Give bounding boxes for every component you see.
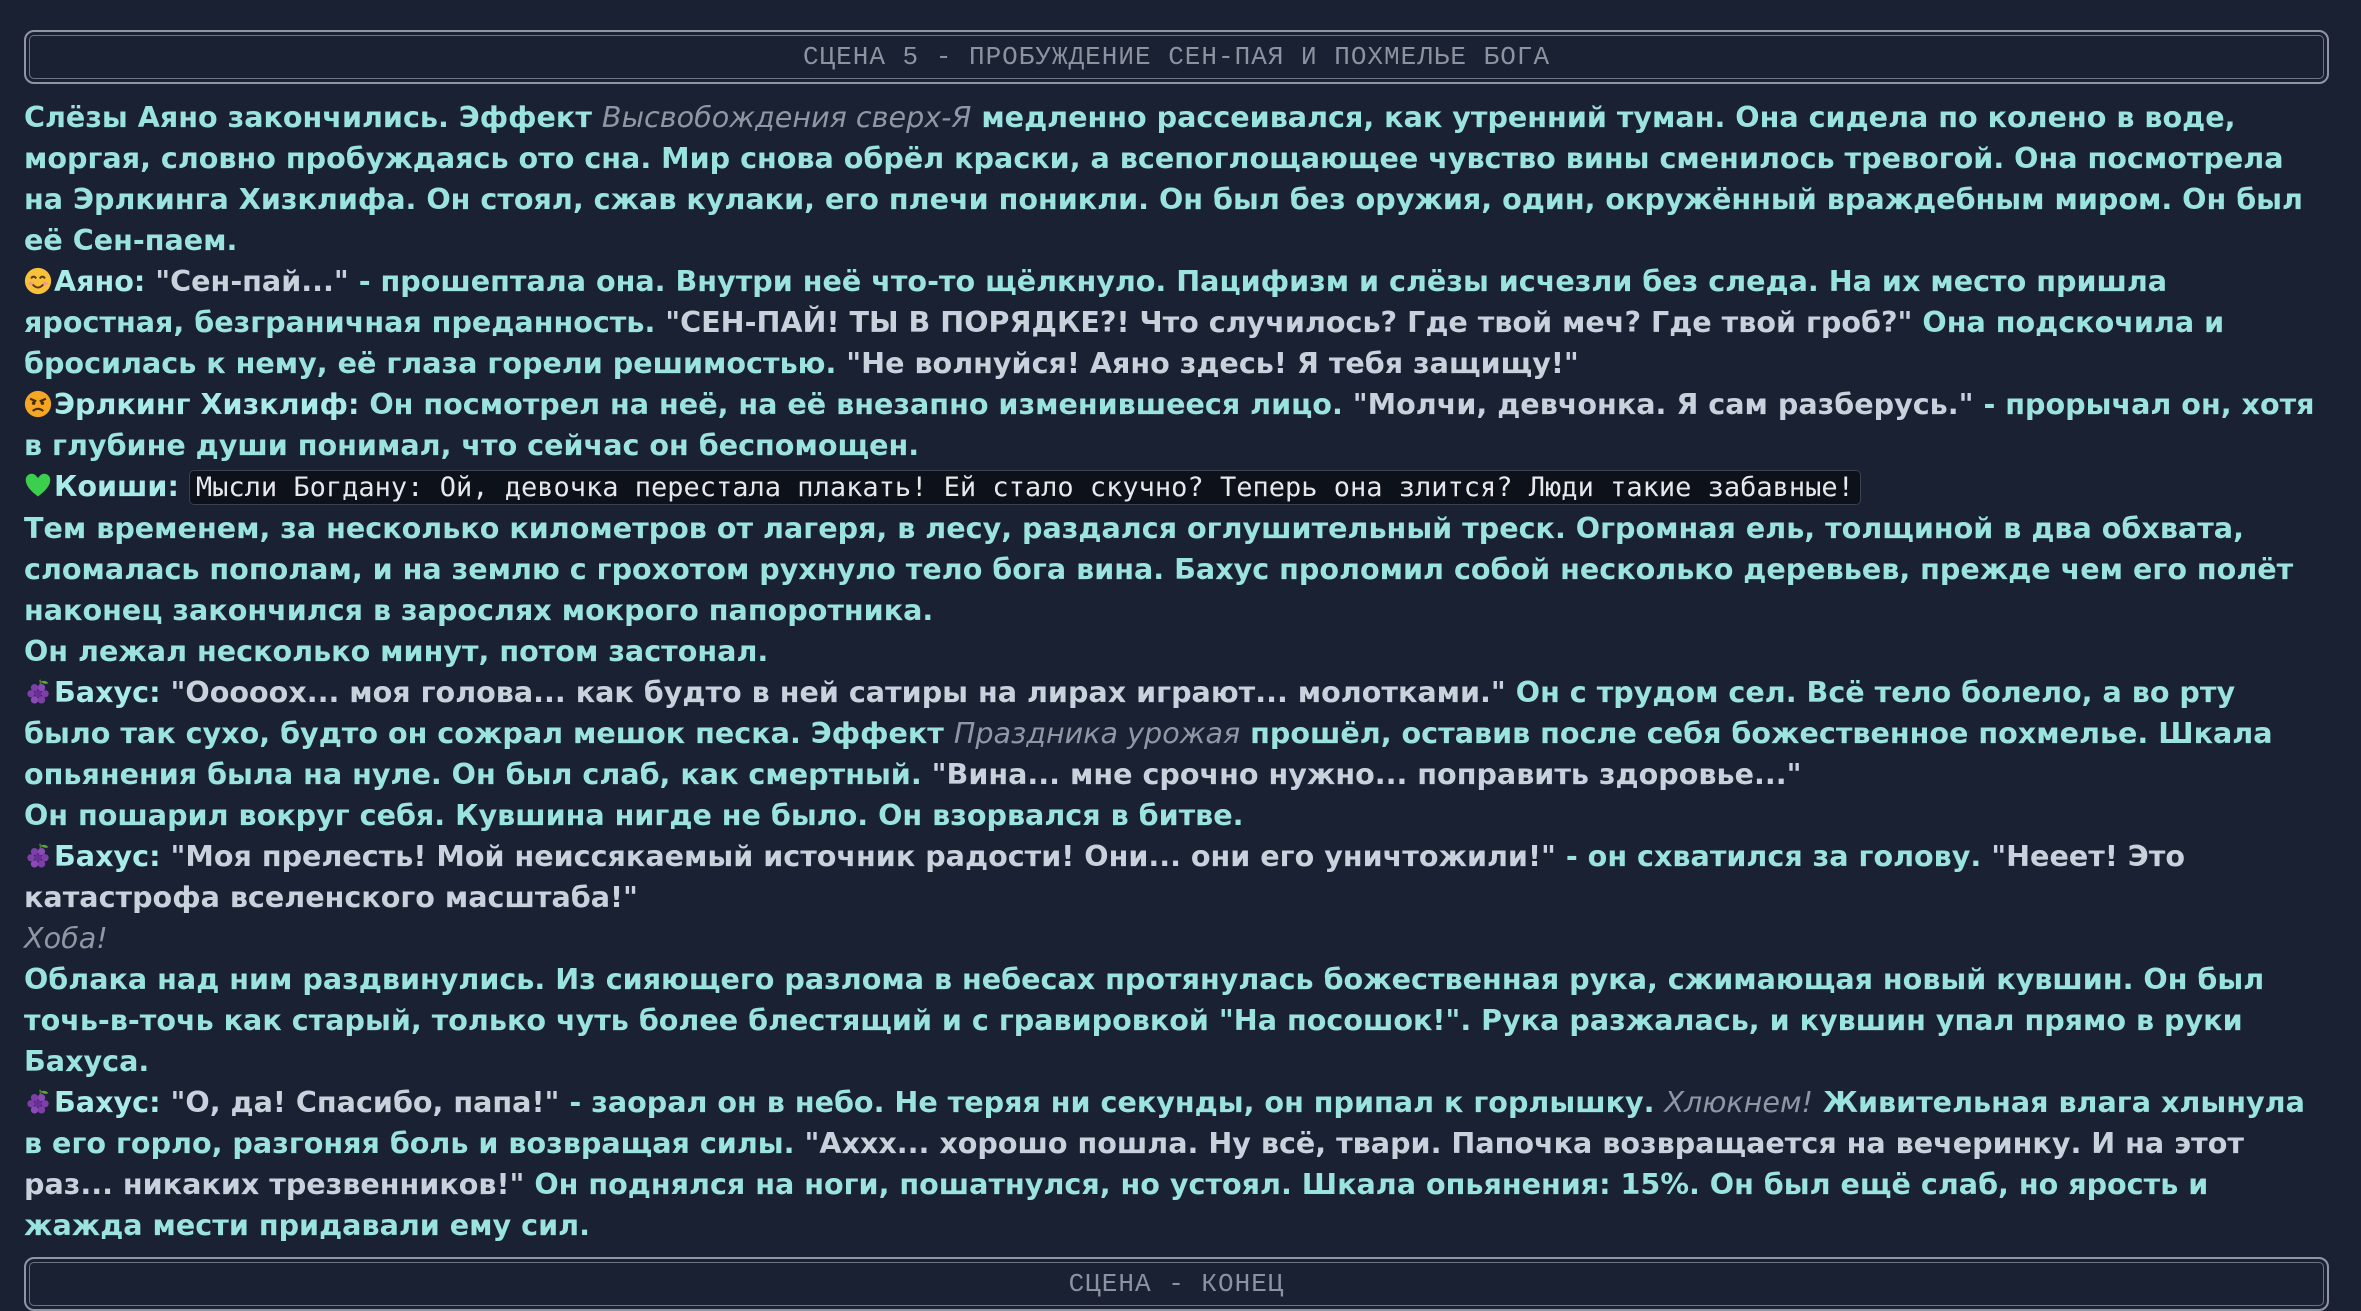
speaker-name: Бахус: <box>54 1085 161 1119</box>
narration-text: Слёзы Аяно закончились. Эффект <box>24 100 602 134</box>
grapes-icon <box>24 842 52 870</box>
grapes-icon <box>24 1088 52 1116</box>
narration-paragraph: Он пошарил вокруг себя. Кувшина нигде не было. Он взорвался в битве. <box>24 798 1244 832</box>
narration-paragraph <box>24 97 2329 261</box>
sound-effect-text: Хоба! <box>24 921 108 955</box>
narration-text: - прорычал он, хотя в глубине души понимал, что сейчас он беспомощен. <box>24 387 2315 462</box>
narration-text: Он поднялся на ноги, пошатнулся, но устоял. Шкала опьянения: 15%. Он был ещё слаб, но ярость и жажда мести придавали ему сил. <box>24 1167 2209 1242</box>
sound-effect-paragraph <box>24 918 2329 959</box>
speech-text: "Молчи, девчонка. Я сам разберусь." <box>1352 387 1974 421</box>
dialogue-line-bacchus <box>24 672 2329 795</box>
speech-text: "Сен-пай..." <box>145 264 349 298</box>
speech-text: "О, да! Спасибо, папа!" <box>160 1085 560 1119</box>
narration-text: Он с трудом сел. Всё тело болело, а во рту было так сухо, будто он сожрал мешок песка. Эффект <box>24 675 2236 750</box>
speech-text: "СЕН-ПАЙ! ТЫ В ПОРЯДКЕ?! Что случилось? Где твой меч? Где твой гроб?" <box>665 305 1913 339</box>
effect-name: Высвобождения сверх-Я <box>601 100 972 134</box>
inline-code-thought: Мысли Богдану: Ой, девочка перестала плакать! Ей стало скучно? Теперь она злится? Люди такие забавные! <box>189 470 1861 505</box>
dialogue-line-erlking <box>24 384 2329 466</box>
speech-text: "Нееет! Это катастрофа вселенского масштаба!" <box>24 839 2186 914</box>
narration-paragraph: Тем временем, за несколько километров от лагеря, в лесу, раздался оглушительный треск. Огромная ель, толщиной в два обхвата, сломалась пополам, и на землю с грохотом рухнуло тело бога вина. Бахус проломил собой несколько деревьев, прежде чем его полёт наконец закончился в зарослях мокрого папоротника. <box>24 511 2294 627</box>
speech-text: "Ооооох... моя голова... как будто в ней сатиры на лирах играют... молотками." <box>160 675 1506 709</box>
narration-paragraph: Он лежал несколько минут, потом застонал. <box>24 634 769 668</box>
narration-text: - он схватился за голову. <box>1555 839 1992 873</box>
narration-text: Она подскочила и бросилась к нему, её глаза горели решимостью. <box>24 305 2225 380</box>
scene-footer <box>24 1257 2329 1311</box>
grapes-icon <box>24 678 52 706</box>
speech-text: "Моя прелесть! Мой неиссякаемый источник радости! Они... они его уничтожили!" <box>160 839 1556 873</box>
speech-text: "Вина... мне срочно нужно... поправить здоровье..." <box>931 757 1802 791</box>
sound-effect-text: Хлюкнем! <box>1664 1085 1813 1119</box>
scene-header <box>24 30 2329 84</box>
scene-container <box>24 30 2329 1311</box>
scene-footer-title: СЦЕНА - КОНЕЦ <box>1068 1269 1285 1299</box>
smiling-face-icon <box>24 267 52 295</box>
dialogue-line-bacchus <box>24 836 2329 918</box>
speaker-name: Эрлкинг Хизклиф: <box>54 387 360 421</box>
dialogue-line-bacchus <box>24 1082 2329 1246</box>
narration-text: прошёл, оставив после себя божественное похмелье. Шкала опьянения была на нуле. Он был слаб, как смертный. <box>24 716 2273 791</box>
dialogue-line-ayano <box>24 261 2329 384</box>
scene-header-title: СЦЕНА 5 - ПРОБУЖДЕНИЕ СЕН-ПАЯ И ПОХМЕЛЬЕ БОГА <box>802 42 1551 72</box>
dialogue-line-koishi <box>24 466 2329 508</box>
narration-text: - заорал он в небо. Не теряя ни секунды, он припал к горлышку. <box>559 1085 1665 1119</box>
story-text <box>24 97 2329 1246</box>
speaker-name: Коиши: <box>54 469 179 503</box>
narration-text: Живительная влага хлынула в его горло, разгоняя боль и возвращая силы. <box>24 1085 2305 1160</box>
speaker-name: Бахус: <box>54 839 161 873</box>
effect-name: Праздника урожая <box>953 716 1241 750</box>
speaker-name: Аяно: <box>54 264 146 298</box>
speech-text: "Не волнуйся! Аяно здесь! Я тебя защищу!" <box>846 346 1579 380</box>
speech-text: "Аххх... хорошо пошла. Ну всё, твари. Папочка возвращается на вечеринку. И на этот раз... никаких трезвенников!" <box>24 1126 2244 1201</box>
green-heart-icon <box>24 472 52 500</box>
narration-text: Он посмотрел на неё, на её внезапно изменившееся лицо. <box>359 387 1353 421</box>
narration-text: медленно рассеивался, как утренний туман. Она сидела по колено в воде, моргая, словно пробуждаясь ото сна. Мир снова обрёл краски, а всепоглощающее чувство вины сменилось тревогой. Она посмотрела на Эрлкинга Хизклифа. Он стоял, сжав кулаки, его плечи поникли. Он был без оружия, один, окружённый враждебным миром. Он был её Сен-паем. <box>24 100 2303 257</box>
narration-text: - прошептала она. Внутри неё что-то щёлкнуло. Пацифизм и слёзы исчезли без следа. На их место пришла яростная, безграничная преданность. <box>24 264 2168 339</box>
speaker-name: Бахус: <box>54 675 161 709</box>
narration-paragraph: Облака над ним раздвинулись. Из сияющего разлома в небесах протянулась божественная рука, сжимающая новый кувшин. Он был точь-в-точь как старый, только чуть более блестящий и с гравировкой "На посошок!". Рука разжалась, и кувшин упал прямо в руки Бахуса. <box>24 962 2265 1078</box>
angry-face-icon <box>24 390 52 418</box>
